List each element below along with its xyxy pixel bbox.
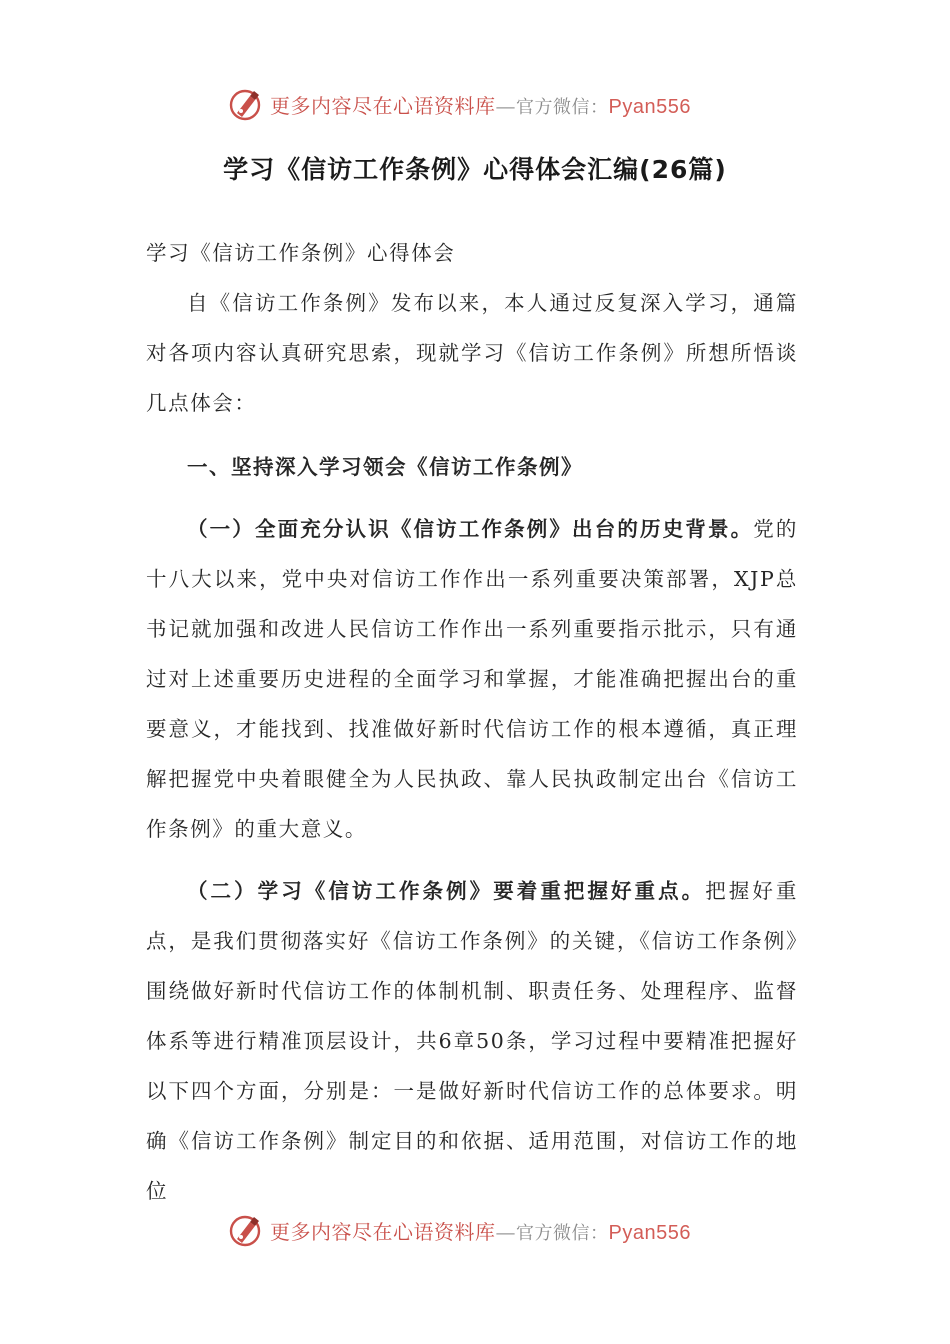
footer-banner [228,1210,748,1250]
article-subtitle: 学习《信访工作条例》心得体会 [146,241,456,265]
paragraph-body: 党的十八大以来，党中央对信访工作作出一系列重要决策部署，XJP总书记就加强和改进人民信访工作作出一系列重要指示批示，只有通过对上述重要历史进程的全面学习和掌握，才能准确把握出台的重要意义，才能找到、找准做好新时代信访工作的根本遵循，真正理解把握党中央着眼健全为人民执政、靠人民执政制定出台《信访工作条例》的重大意义。 [146,517,799,841]
banner-text [270,1216,691,1245]
banner-main-text: 更多内容尽在心语资料库 [270,1219,496,1244]
paragraph-lead: （二）学习《信访工作条例》要着重把握好重点。 [187,879,706,903]
banner-wechat-id: Pyan556 [608,95,691,118]
header-banner [228,84,748,124]
pen-logo-icon [228,86,264,122]
banner-wechat-label: 官方微信： [516,1222,609,1244]
document-body [146,228,798,1216]
banner-dash: — [495,93,516,118]
paragraph-lead: （一）全面充分认识《信访工作条例》出台的历史背景。 [187,517,754,541]
banner-wechat-label: 官方微信： [516,96,609,118]
paragraph-key-points [146,866,798,1216]
paragraph-body: 把握好重点，是我们贯彻落实好《信访工作条例》的关键，《信访工作条例》围绕做好新时代信访工作的体制机制、职责任务、处理程序、监督体系等进行精准顶层设计，共6章50条，学习过程中要精准把握好以下四个方面，分别是：一是做好新时代信访工作的总体要求。明确《信访工作条例》制定目的和依据、适用范围，对信访工作的地位 [146,879,799,1203]
paragraph-history [146,504,798,854]
banner-dash: — [495,1219,516,1244]
banner-wechat-id: Pyan556 [608,1221,691,1244]
banner-text [270,90,691,119]
document-title: 学习《信访工作条例》心得体会汇编(26篇) [223,155,727,184]
banner-main-text: 更多内容尽在心语资料库 [270,93,496,118]
section-heading: 一、坚持深入学习领会《信访工作条例》 [187,455,583,479]
intro-paragraph: 自《信访工作条例》发布以来，本人通过反复深入学习，通篇对各项内容认真研究思索，现就学习《信访工作条例》所想所悟谈几点体会： [146,291,798,415]
pen-logo-icon [228,1212,264,1248]
